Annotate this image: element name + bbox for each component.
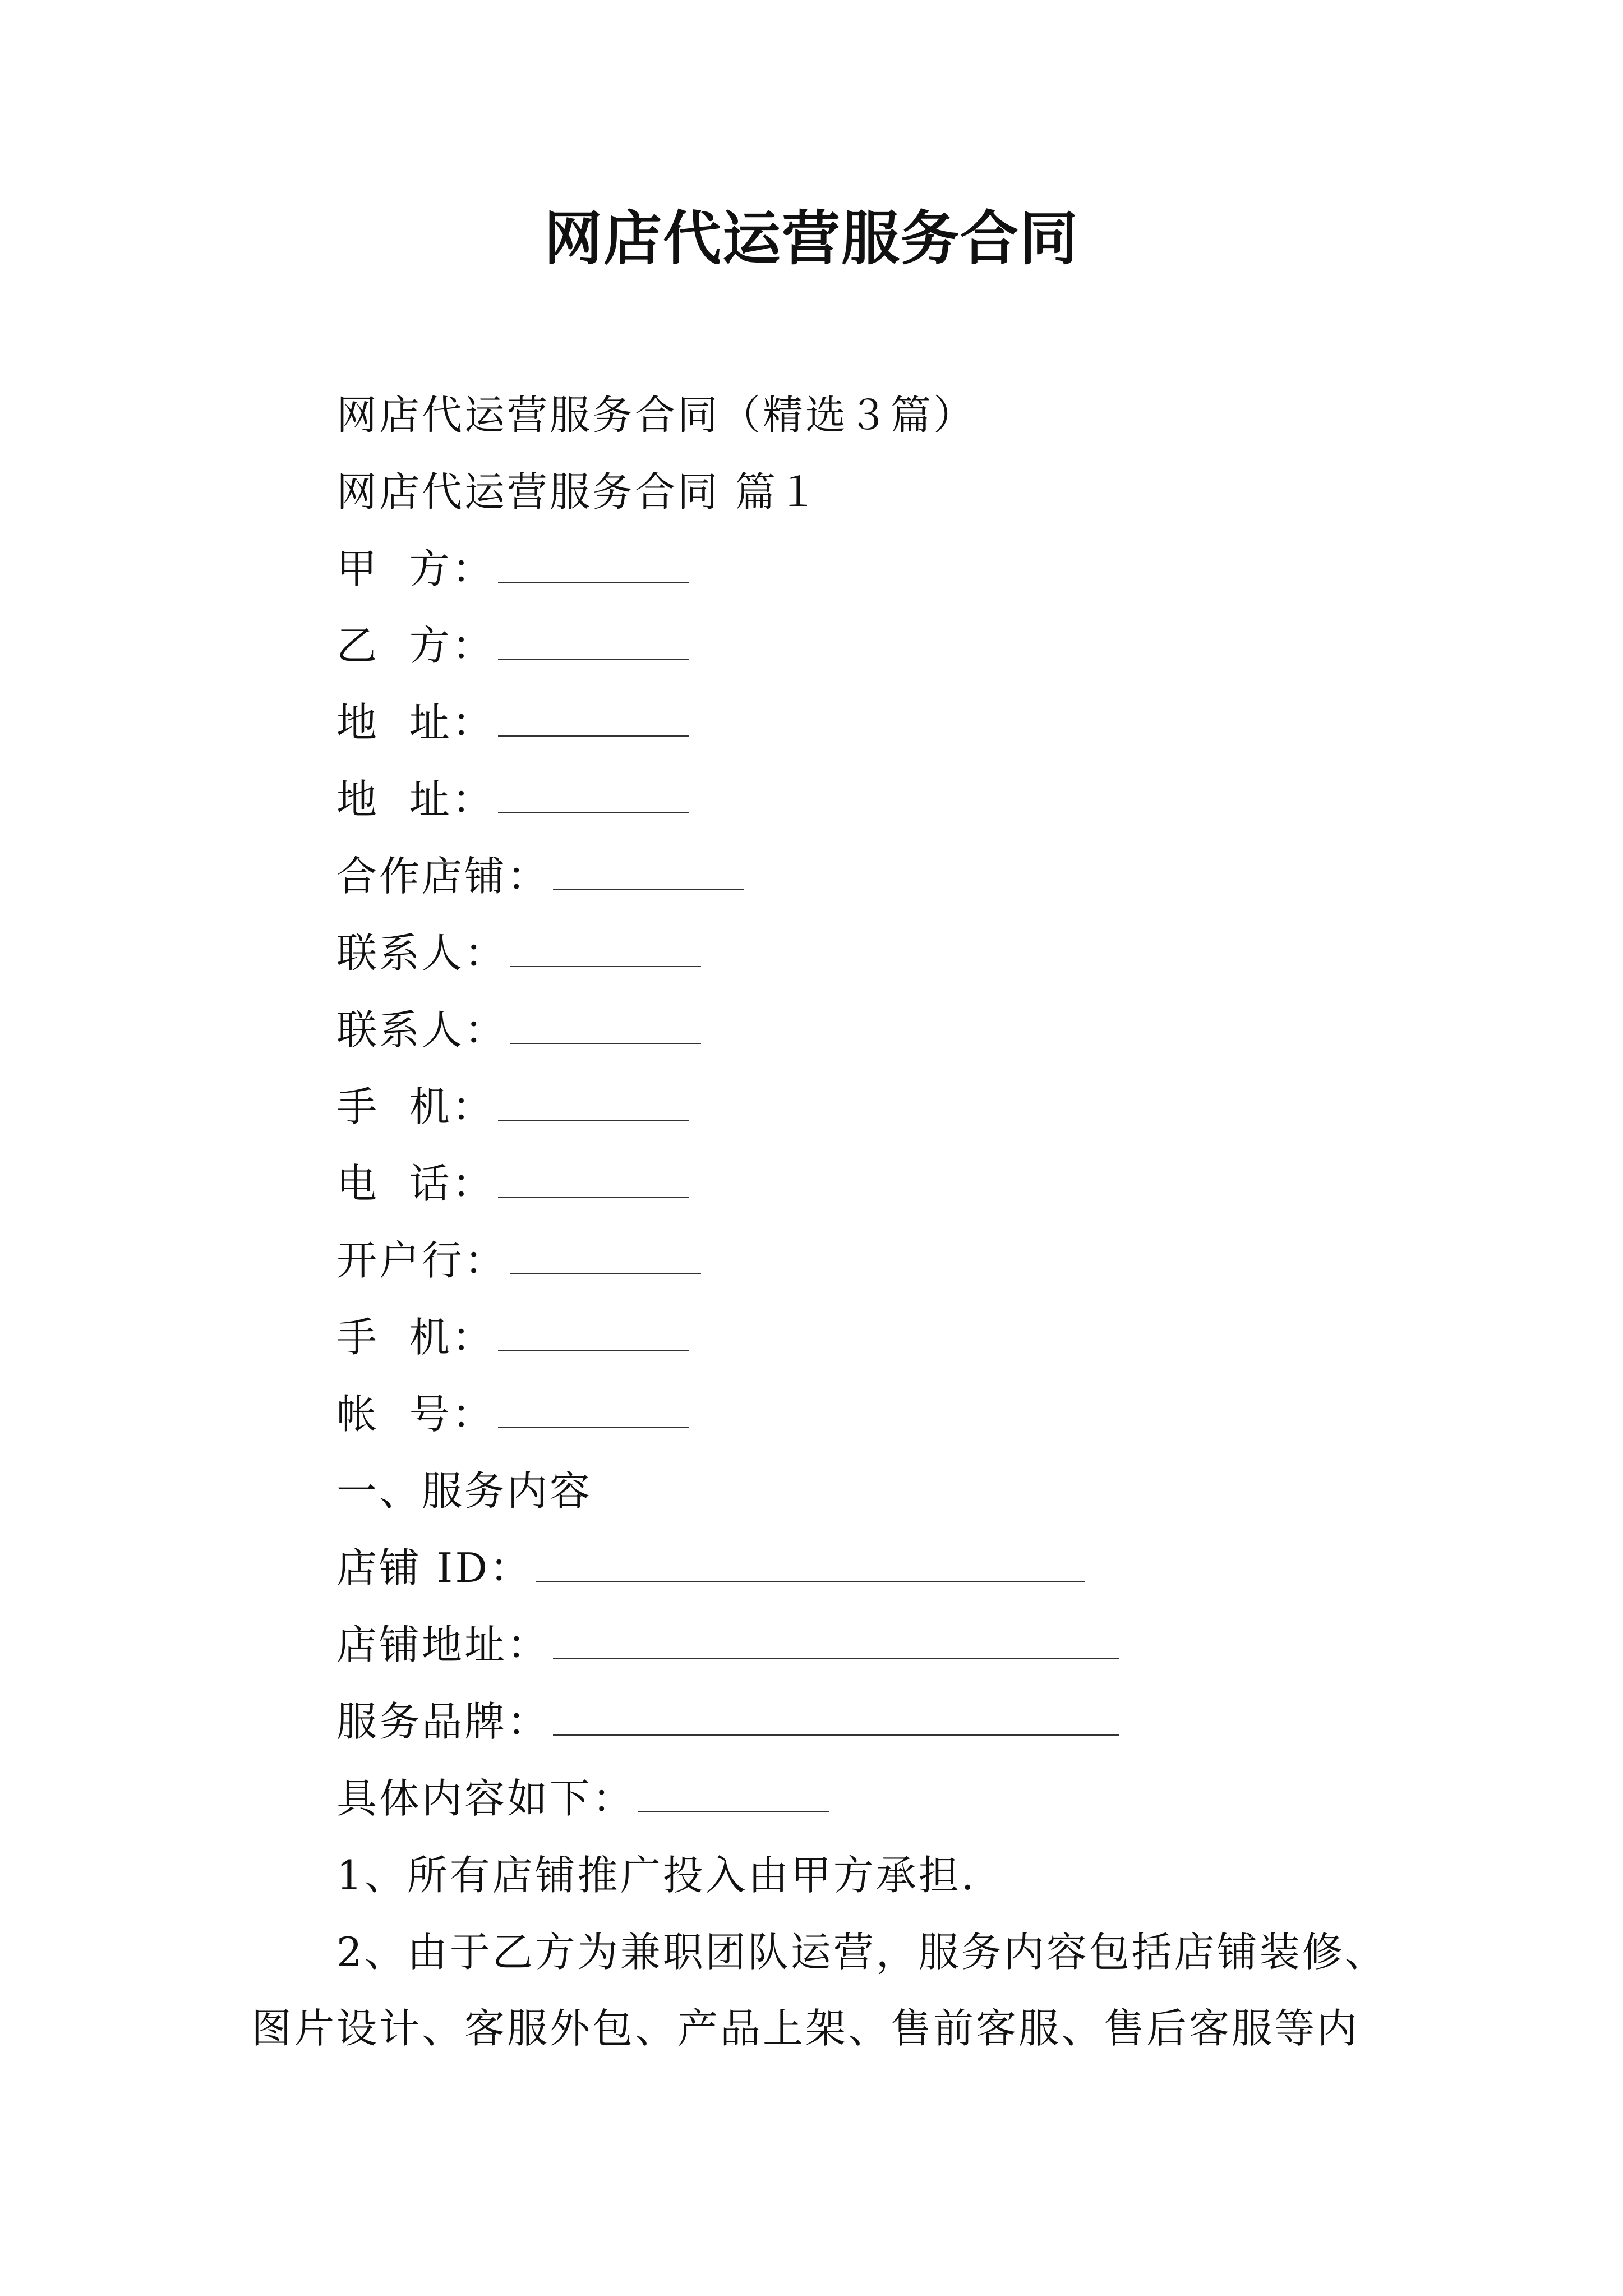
field-label: 合作店铺： [336,853,550,900]
service-heading: 一、服务内容 [336,1467,593,1515]
field-label: 服务品牌： [336,1698,550,1745]
fill-blank [553,1697,1119,1736]
field-label: 帐 号： [336,1391,495,1438]
clause-1: 1、所有店铺推广投入由甲方承担. [336,1852,976,1899]
fill-blank [553,852,744,890]
field-details [336,1770,829,1826]
fill-blank [510,1006,701,1044]
fill-blank [498,622,689,660]
field-mobile-a [336,1079,689,1135]
field-shop-id [336,1540,1085,1596]
field-contact-b [336,1002,701,1058]
field-phone [336,1156,689,1212]
field-label: 店铺 ID： [336,1544,533,1591]
field-service-brand [336,1694,1119,1750]
subtitle: 网店代运营服务合同（精选３篇） [336,392,976,439]
field-bank [336,1232,701,1289]
fill-blank [553,1621,1119,1659]
fill-blank [498,1159,689,1198]
field-label: 具体内容如下： [336,1775,635,1822]
fill-blank [498,1390,689,1428]
fill-blank [536,1544,1085,1582]
field-account [336,1386,689,1442]
field-shop-address [336,1617,1119,1673]
fill-blank [498,775,689,813]
field-label: 开户行： [336,1237,508,1284]
field-contact-a [336,925,701,981]
field-label: 电 话： [336,1160,495,1207]
field-label: 店铺地址： [336,1621,550,1668]
section-heading: 网店代运营服务合同 篇１ [336,468,820,516]
field-address-b [336,771,689,827]
field-party-b [336,618,689,674]
field-label: 地 址： [336,699,495,746]
fill-blank [498,545,689,583]
field-label: 联系人： [336,1006,508,1053]
fill-blank [498,1313,689,1351]
field-party-a [336,541,689,597]
field-label: 手 机： [336,1314,495,1361]
field-address-a [336,694,689,751]
fill-blank [498,1083,689,1121]
field-label: 地 址： [336,776,495,823]
field-partner-shop [336,848,744,904]
field-label: 手 机： [336,1083,495,1130]
fill-blank [510,929,701,967]
fill-blank [498,698,689,737]
document-title: 网店代运营服务合同 [543,204,1079,273]
field-label: 乙 方： [336,622,495,669]
field-label: 甲 方： [336,545,495,592]
fill-blank [638,1774,829,1812]
field-label: 联系人： [336,930,508,977]
fill-blank [510,1236,701,1274]
clause-2: 2、由于乙方为兼职团队运营，服务内容包括店铺装修、图片设计、客服外包、产品上架、售前客服、售后客服等内 [251,1929,1387,2052]
field-mobile-b [336,1309,689,1365]
